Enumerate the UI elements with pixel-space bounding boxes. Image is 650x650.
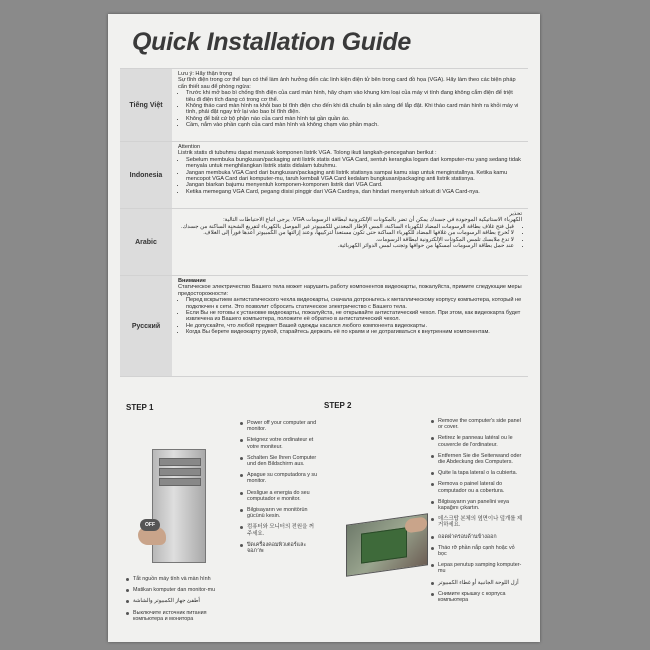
list-item: • Không tháo card màn hình ra khỏi bao bì tĩnh điện cho đến khi đã chuẩn bị sẵn sàng để lắp đặt. Khi tháo card màn hình ra khỏi máy vi tính, phải đặt ngay trở lại vào bao bì tĩnh điện. [186,103,522,116]
list-item: Remove the computer's side panel or cover. [431,418,523,430]
list-item: 데스크탑 본체의 옆면이나 덮개를 제거하세요. [431,516,523,528]
list-item: 컴퓨터와 모니터의 전원을 꺼주세요. [240,524,318,536]
lang-heading: Lưu ý: Hãy thận trọng [178,71,233,77]
lang-body [172,209,528,275]
hand-icon [405,516,427,533]
list-item: • Sebelum membuka bungkusan/packaging anti listrik statis dari VGA Card, sentuh kerangka logam dari komputer-mu yang sedang tidak menyala untuk menghilangkan listrik statis didalam tubuhmu. [186,157,522,170]
list-item: Schalten Sie Ihren Computer und den Bildschirm aus. [240,455,318,467]
tower-icon [152,449,206,563]
list-item: • لا تدع ملابسك تلمس المكونات الإلكترونية لبطاقة الرسومات. [178,237,514,243]
lang-heading: Внимание [178,278,206,284]
list-item: Bilgisayarın ve monitörün gücünü kesin. [240,507,318,519]
list-item: Tắt nguồn máy tính và màn hình [126,576,236,582]
step2-title: STEP 2 [324,401,352,410]
list-item: • لا تُخرج بطاقة الرسومات من غلافها المضاد للكهرباء الساكنة حتى تكون مستعداً لتركيبها، وعند إزالتها من الكمبيوتر أعدها فوراً إلى الغلاف. [178,230,514,236]
step1-bullets-lower [126,576,236,627]
lang-intro: Sự tĩnh điện trong cơ thể bạn có thể làm ảnh hưởng đến các linh kiện điện tử bên trong card đồ họa (VGA). Hãy làm theo các biện pháp cẩn thiết sau để phòng ngừa: [178,77,516,90]
step2-bullets [431,418,523,608]
list-item: • قبل فتح غلاف بطاقة الرسومات المضاد للكهرباء الساكنة، المس الإطار المعدني للكمبيوتر غير الموصل بالكهرباء لتفريغ الشحنة الساكنة من جسدك. [178,224,514,230]
list-item: Apague su computadora y su monitor. [240,472,318,484]
list-item: • Не допускайте, что любой предмет Вашей одежды касался любого компонента видеокарты. [186,323,522,329]
lang-heading: Attention [178,144,201,150]
list-item: Retirez le panneau latéral ou le couvercle de l'ordinateur. [431,435,523,447]
list-item: ถอดฝาครอบด้านข้างออก [431,534,523,540]
computer-illustration [138,439,218,569]
lang-label: Tiếng Việt [120,69,172,141]
list-item: • Jangan biarkan bajumu menyentuh komponen-komponen listrik dari VGA Card. [186,182,522,188]
lang-body [172,142,528,208]
list-item: Bilgisayarın yan panelini veya kapağını çıkartın. [431,499,523,511]
lang-label: Arabic [120,209,172,275]
lang-row-indonesian [120,141,528,208]
list-item: Quite la tapa lateral o la cubierta. [431,470,523,476]
list-item: • Trước khi mở bao bì chống tĩnh điện của card màn hình, hãy chạm vào khung kim loại của máy vi tính đang không cắm điện để triệt tiêu đi điện tích đang có trong cơ thể. [186,90,522,103]
lang-intro: Статическое электричество Вашего тела может нарушить работу компонентов видеокарты, пожалуйста, примите следующие меры предосторожности: [178,284,522,297]
list-item: Remova o painel lateral do computador ou a cobertura. [431,481,523,493]
list-item: أزل اللوحة الجانبية أو غطاء الكمبيوتر [431,580,523,586]
list-item: Eteignez votre ordinateur et votre moniteur. [240,437,318,449]
list-item: Matikan komputer dan monitor-mu [126,587,236,593]
opened-case-illustration [346,513,428,577]
lang-body [172,69,528,141]
list-item: • Cầm, nắm vào phần cạnh của card màn hình và không chạm vào phần mạch. [186,122,522,128]
motherboard-icon [361,527,407,563]
lang-row-russian [120,275,528,377]
list-item: • Ketika memegang VGA Card, pegang disisi pinggir dari VGA Cardnya, dan hindari menyentuh sirkuit di VGA Card-nya. [186,189,522,195]
list-item: • Jangan membuka VGA Card dari bungkusan/packaging anti listrik statisnya sampai kamu siap untuk menginstallnya. Ketika kamu mencopot VGA Card dari komputer-mu, taruh kembali VGA Card kedalam bungkusan/packaging anti listrik statisnya. [186,170,522,183]
list-item: ปิดเครื่องคอมพิวเตอร์และจอภาพ [240,542,318,554]
step1-title: STEP 1 [126,403,154,412]
list-item: Tháo rỡ phần nắp cạnh hoặc vỏ bọc [431,545,523,557]
page-title: Quick Installation Guide [132,28,411,56]
list-item: Выключите источник питания компьютера и монитора [126,610,236,622]
lang-row-arabic [120,208,528,275]
step1-bullets [240,420,318,559]
guide-page [108,14,540,642]
list-item: Desligue a energia do seu computador e monitor. [240,490,318,502]
lang-row-vietnamese [120,68,528,141]
lang-body [172,276,528,376]
drive-bay-icon [159,458,201,466]
drive-bay-icon [159,468,201,476]
list-item: Power off your computer and monitor. [240,420,318,432]
list-item: • Когда Вы берете видеокарту рукой, старайтесь держать её по краям и не дотрагиваться к внутренним компонентам. [186,329,522,335]
lang-label: Русский [120,276,172,376]
drive-bay-icon [159,478,201,486]
list-item: • عند حمل بطاقة الرسومات أمسكها من حوافها وتجنب لمس الدوائر الكهربائية. [178,243,514,249]
list-item: Entfernen Sie die Seitenwand oder die Abdeckung des Computers. [431,453,523,465]
list-item: • Перед вскрытием антистатического чехла видеокарты, сначала дотроньтесь к металлическому корпусу компьютера, который не подключен к сети. Это позволит сбросить статическое электричество с Вашего тела. [186,297,522,310]
lang-intro: الكهرباء الاستاتيكية الموجودة في جسدك يمكن أن تضر بالمكونات الإلكترونية لبطاقة الرسومات VGA. يرجى اتباع الاحتياطات التالية: [223,217,522,224]
list-item: • Если Вы не готовы к установке видеокарты, пожалуйста, не открывайте антистатический чехол. При этом, как видеокарта будет извлечена из Вашего компьютера, положите её обратно в антистатический чехол. [186,310,522,323]
list-item: Снимите крышку с корпуса компьютера [431,591,523,603]
power-off-label: OFF [140,519,160,531]
list-item: أطفئ جهاز الكمبيوتر والشاشة [126,598,236,604]
lang-intro: Listrik statis di tubuhmu dapat merusak komponen listrik VGA. Tolong ikuti langkah-pencegahan berikut : [178,150,437,157]
language-table [120,68,528,377]
lang-heading: تحذير [509,211,522,217]
lang-label: Indonesia [120,142,172,208]
list-item: • Không để bất cứ bộ phận nào của card màn hình tại gần quần áo. [186,116,522,122]
list-item: Lepas penutup samping komputer-mu [431,562,523,574]
